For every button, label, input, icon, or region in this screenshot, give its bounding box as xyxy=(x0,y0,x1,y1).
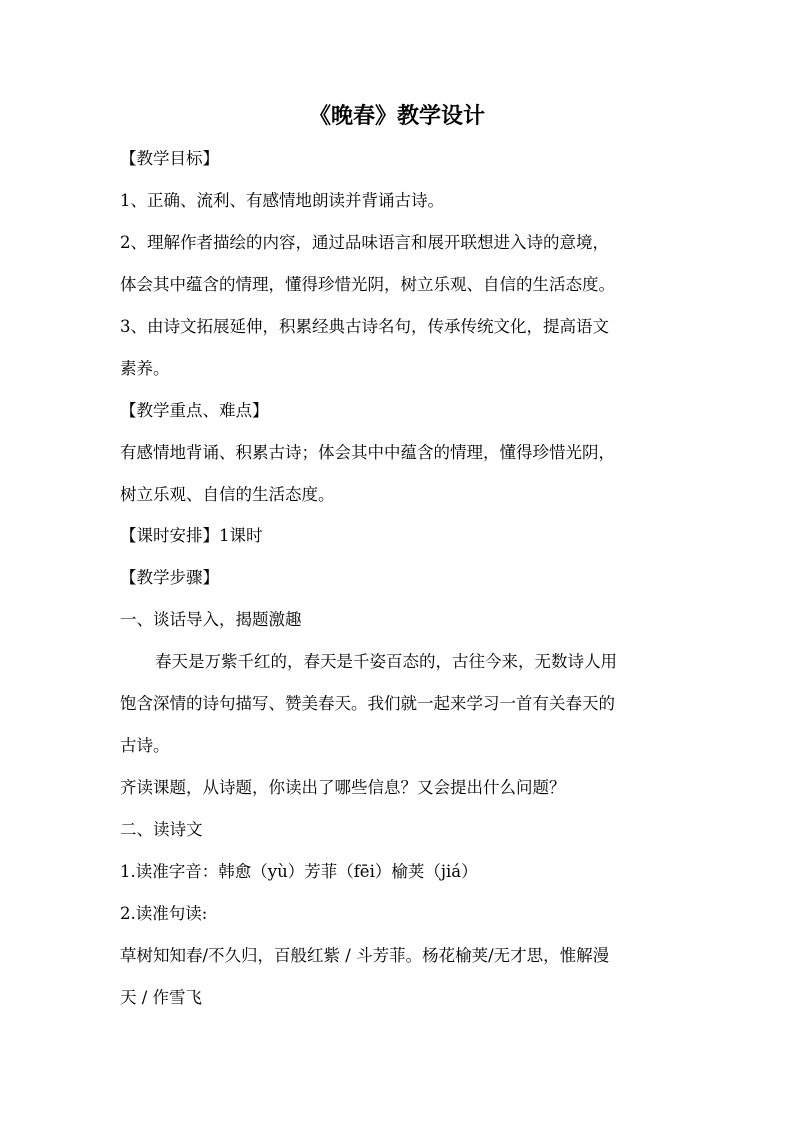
paragraph-line: 有感情地背诵、积累古诗；体会其中中蕴含的情理，懂得珍惜光阴， xyxy=(120,443,615,462)
paragraph-line: 古诗。 xyxy=(120,736,170,755)
paragraph-line: 饱含深情的诗句描写、赞美春天。我们就一起来学习一首有关春天的 xyxy=(120,694,615,713)
poem-line: 天 / 作雪飞 xyxy=(120,988,203,1007)
heading-schedule: 【课时安排】1课时 xyxy=(120,526,263,545)
paragraph-line: 1、正确、流利、有感情地朗读并背诵古诗。 xyxy=(120,191,444,210)
paragraph-line: 树立乐观、自信的生活态度。 xyxy=(120,485,335,504)
paragraph-line: 2、理解作者描绘的内容，通过品味语言和展开联想进入诗的意境， xyxy=(120,233,609,252)
poem-line: 草树知知春/不久归，百般红紫 / 斗芳菲。杨花榆荚/无才思，惟解漫 xyxy=(120,946,610,965)
heading-steps: 【教学步骤】 xyxy=(120,568,219,587)
paragraph-line: 2.读准句读: xyxy=(120,904,208,923)
heading-teaching-goals: 【教学目标】 xyxy=(120,149,219,168)
heading-key-points: 【教学重点、难点】 xyxy=(120,401,269,420)
paragraph-line: 素养。 xyxy=(120,359,170,378)
document-title: 《晚春》教学设计 xyxy=(308,103,485,129)
paragraph-line: 齐读课题，从诗题，你读出了哪些信息？又会提出什么问题？ xyxy=(120,778,566,797)
paragraph-line: 3、由诗文拓展延伸，积累经典古诗名句，传承传统文化，提高语文 xyxy=(120,317,609,336)
section-heading-intro: 一、谈话导入，揭题激趣 xyxy=(120,610,302,629)
paragraph-line: 春天是万紫千红的，春天是千姿百态的，古往今来，无数诗人用 xyxy=(155,652,617,671)
paragraph-line: 1.读准字音：韩愈（yù）芳菲（fēi）榆荚（jiá） xyxy=(120,862,478,881)
section-heading-reading: 二、读诗文 xyxy=(120,820,203,839)
paragraph-line: 体会其中蕴含的情理，懂得珍惜光阴，树立乐观、自信的生活态度。 xyxy=(120,275,615,294)
